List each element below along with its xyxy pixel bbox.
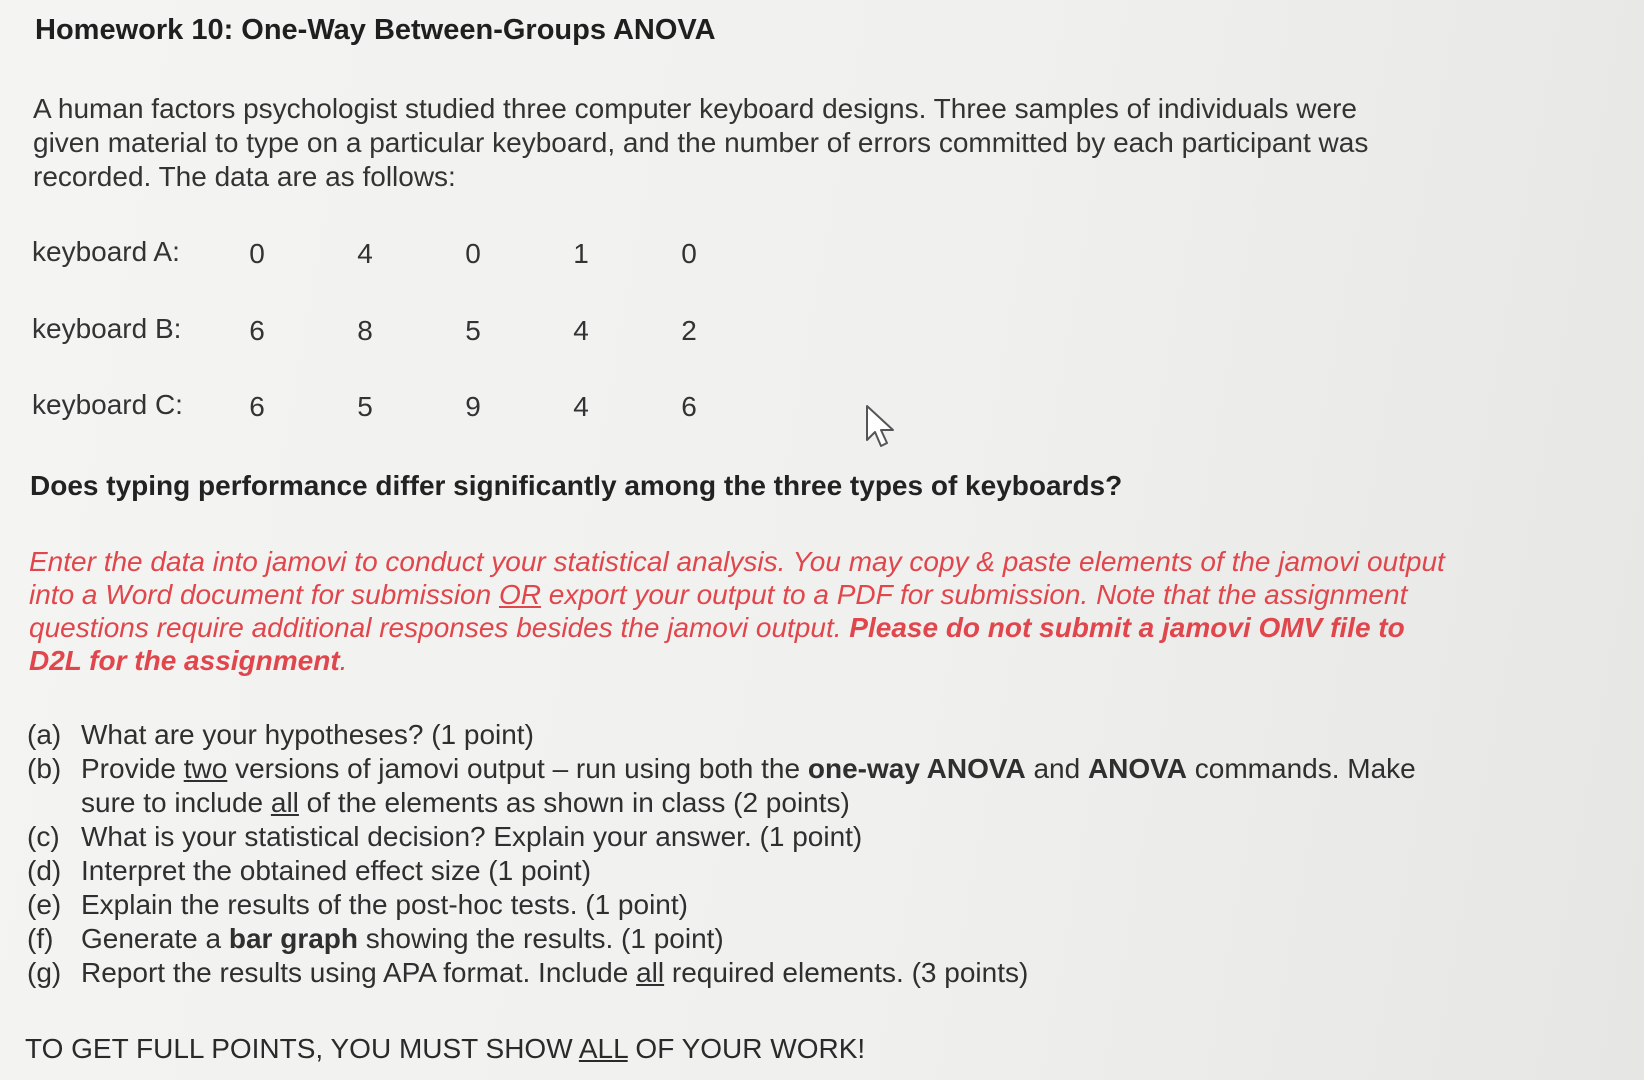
keyboard-a-label: keyboard A:: [32, 236, 180, 267]
intro-paragraph: A human factors psychologist studied three computer keyboard designs. Three samples of individuals were given material to type on a particular keyboard, and the number of errors committed by each participant was recorded. The data are as follows:: [33, 93, 1369, 192]
keyboard-b-label: keyboard B:: [32, 313, 182, 344]
task-item-d: [27, 854, 1427, 888]
data-value: 9: [465, 391, 481, 422]
data-value: 2: [681, 315, 697, 346]
task-emphasis: all: [270, 787, 299, 818]
task-label: (d): [27, 855, 62, 886]
task-text: Report the results using APA format. Include: [81, 957, 637, 988]
data-value: 0: [681, 238, 697, 269]
task-text: Provide: [81, 753, 184, 784]
task-label: (e): [27, 889, 62, 920]
task-item-c: [27, 820, 1427, 854]
task-bold: bar graph: [228, 923, 359, 954]
data-value: 6: [249, 391, 265, 422]
keyboard-c-label: keyboard C:: [32, 389, 183, 420]
footer-text: TO GET FULL POINTS, YOU MUST SHOW: [25, 1033, 579, 1064]
task-text: Interpret the obtained effect size (1 point): [81, 855, 592, 886]
task-label: (a): [27, 719, 62, 750]
task-text: showing the results. (1 point): [358, 923, 724, 954]
data-value: 5: [357, 391, 373, 422]
data-value: 6: [249, 315, 265, 346]
data-value: 5: [465, 315, 481, 346]
data-value: 1: [573, 238, 589, 269]
task-text: and: [1025, 753, 1088, 784]
research-question: Does typing performance differ significantly among the three types of keyboards?: [30, 470, 1123, 501]
task-bold: ANOVA: [1087, 753, 1187, 784]
task-text: Explain the results of the post-hoc tests. (1 point): [81, 889, 688, 920]
instructions-paragraph: [29, 545, 1449, 677]
task-item-b: [27, 752, 1427, 820]
instructions-or: OR: [498, 579, 541, 610]
instructions-text: Enter the data into jamovi to conduct your statistical analysis. You may copy & paste elements of the jamovi output into a Word document for submission: [29, 546, 1445, 610]
data-value: 6: [681, 391, 697, 422]
data-value: 8: [357, 315, 373, 346]
page-title: Homework 10: One-Way Between-Groups ANOVA: [35, 14, 716, 46]
task-label: (c): [27, 821, 60, 852]
instructions-text: .: [339, 645, 348, 676]
mouse-pointer-icon: [864, 404, 898, 450]
task-item-g: [27, 956, 1427, 990]
data-value: 4: [573, 391, 589, 422]
footer-text: OF YOUR WORK!: [627, 1033, 866, 1064]
data-value: 4: [573, 315, 589, 346]
task-text: of the elements as shown in class (2 points): [298, 787, 850, 818]
instructions-text: export your output to a PDF for submission. Note that the assignment questions require additional responses besides the jamovi output.: [29, 579, 1408, 643]
footer-note: [25, 1033, 865, 1065]
task-item-a: [27, 718, 1427, 752]
data-value: 4: [357, 238, 373, 269]
task-emphasis: two: [183, 753, 228, 784]
footer-emphasis: ALL: [578, 1033, 628, 1064]
task-item-f: [27, 922, 1427, 956]
task-text: commands. Make sure to include: [81, 753, 1416, 818]
task-list: [27, 718, 1427, 990]
instructions-warning: Please do not submit a jamovi OMV file to D2L for the assignment: [29, 612, 1405, 676]
task-text: versions of jamovi output – run using both the: [227, 753, 808, 784]
task-emphasis: all: [636, 957, 665, 988]
task-text: What is your statistical decision? Explain your answer. (1 point): [81, 821, 863, 852]
task-label: (b): [27, 753, 62, 784]
task-item-e: [27, 888, 1427, 922]
data-value: 0: [465, 238, 481, 269]
task-label: (f): [27, 923, 54, 954]
task-bold: one-way ANOVA: [807, 753, 1026, 784]
task-text: required elements. (3 points): [664, 957, 1029, 988]
task-label: (g): [27, 957, 62, 988]
data-value: 0: [249, 238, 265, 269]
task-text: Generate a: [81, 923, 229, 954]
task-text: What are your hypotheses? (1 point): [81, 719, 534, 750]
